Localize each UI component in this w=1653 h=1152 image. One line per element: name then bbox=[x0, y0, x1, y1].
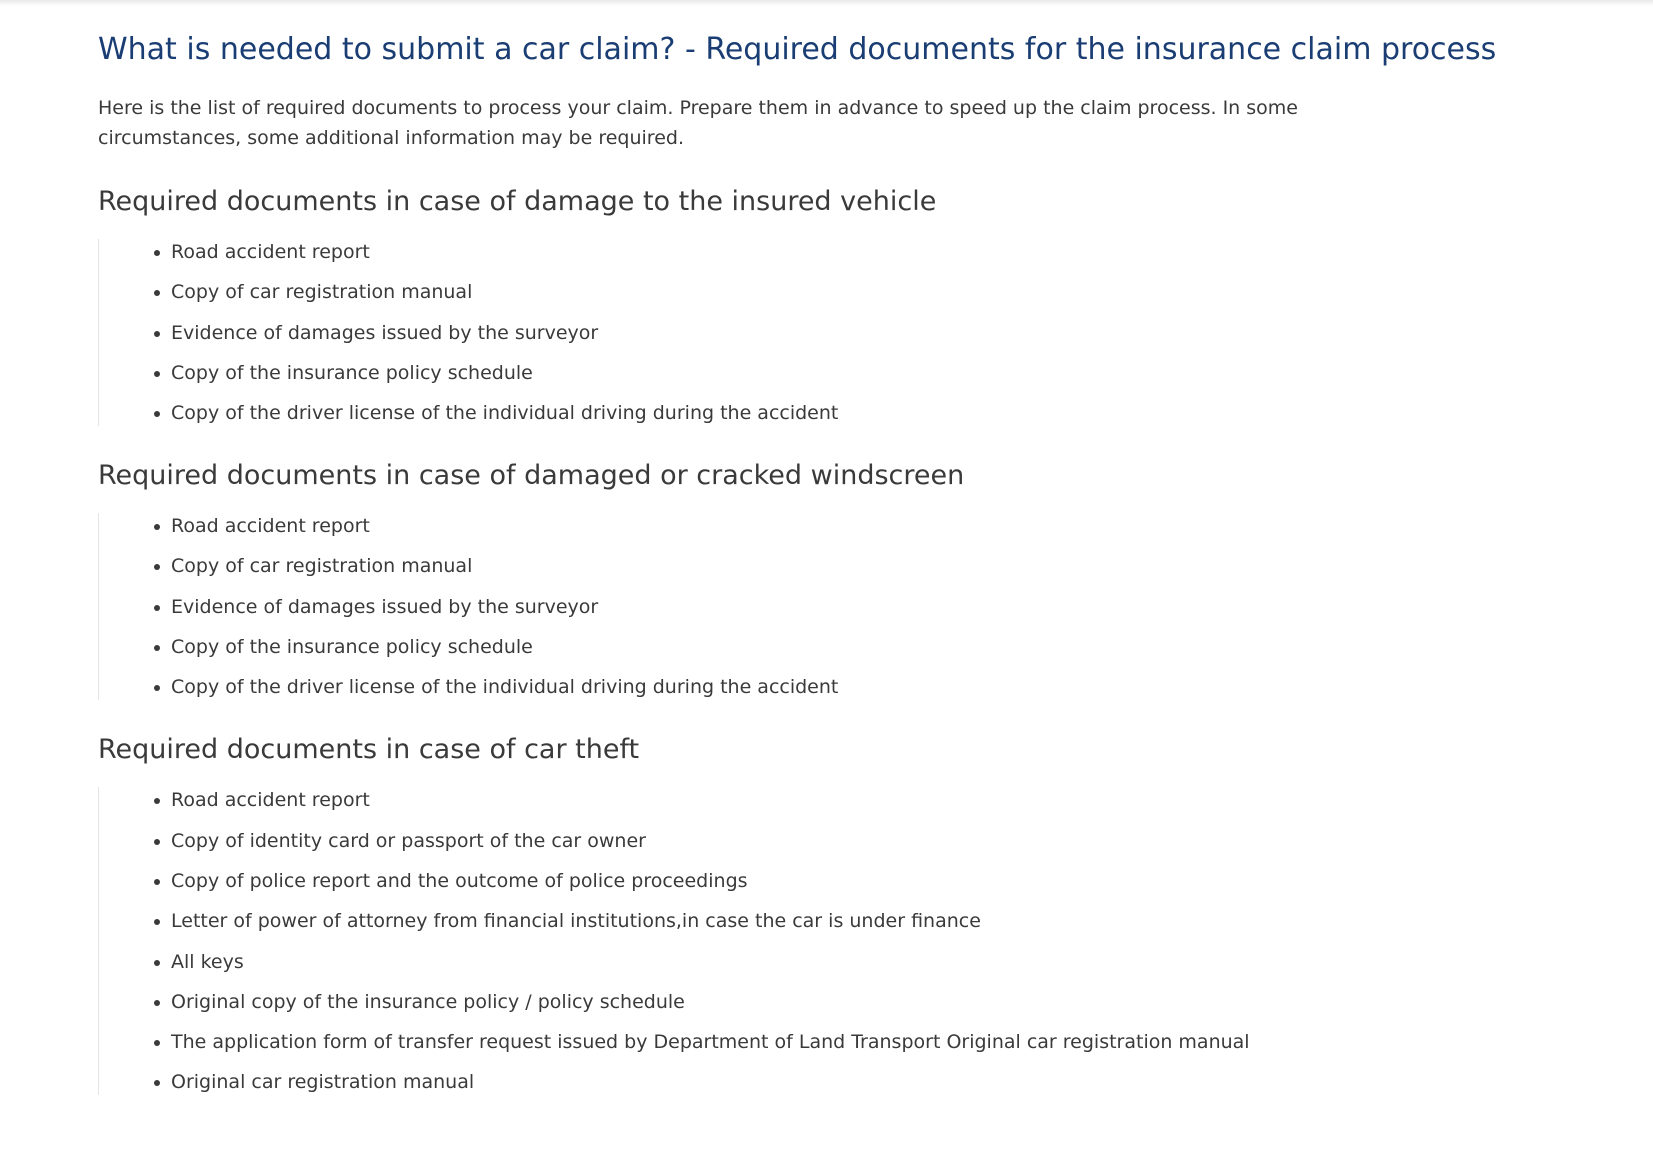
page-title: What is needed to submit a car claim? - Required documents for the insurance claim process bbox=[98, 32, 1497, 67]
list-item: Evidence of damages issued by the surveyor bbox=[171, 594, 1558, 620]
list-item: Road accident report bbox=[171, 239, 1558, 265]
list-item: Copy of car registration manual bbox=[171, 279, 1558, 305]
list-item: Road accident report bbox=[171, 513, 1558, 539]
section-heading-vehicle-damage: Required documents in case of damage to the insured vehicle bbox=[98, 186, 937, 217]
list-item: Copy of police report and the outcome of police proceedings bbox=[171, 868, 1558, 894]
document-list-car-theft bbox=[98, 787, 1558, 1095]
list-item: Evidence of damages issued by the surveyor bbox=[171, 320, 1558, 346]
document-list-windscreen bbox=[98, 513, 1558, 700]
intro-paragraph: Here is the list of required documents to process your claim. Prepare them in advance to speed up the claim process. In some circumstances, some additional information may be required. bbox=[98, 97, 1298, 149]
document-list-vehicle-damage bbox=[98, 239, 1558, 426]
list-item: All keys bbox=[171, 949, 1558, 975]
list-item: Road accident report bbox=[171, 787, 1558, 813]
list-item: Copy of the insurance policy schedule bbox=[171, 360, 1558, 386]
list-item: Copy of the insurance policy schedule bbox=[171, 634, 1558, 660]
list-item: Letter of power of attorney from financial institutions,in case the car is under finance bbox=[171, 908, 1558, 934]
list-item: Copy of car registration manual bbox=[171, 553, 1558, 579]
list-item: Original car registration manual bbox=[171, 1069, 1558, 1095]
list-item: The application form of transfer request issued by Department of Land Transport Original car registration manual bbox=[171, 1029, 1558, 1055]
main-content bbox=[98, 0, 1558, 1095]
list-item: Copy of the driver license of the individual driving during the accident bbox=[171, 674, 1558, 700]
list-item: Original copy of the insurance policy / policy schedule bbox=[171, 989, 1558, 1015]
section-heading-windscreen: Required documents in case of damaged or cracked windscreen bbox=[98, 460, 965, 492]
list-item: Copy of the driver license of the individual driving during the accident bbox=[171, 400, 1558, 426]
list-item: Copy of identity card or passport of the car owner bbox=[171, 828, 1558, 854]
section-heading-car-theft: Required documents in case of car theft bbox=[98, 734, 640, 766]
